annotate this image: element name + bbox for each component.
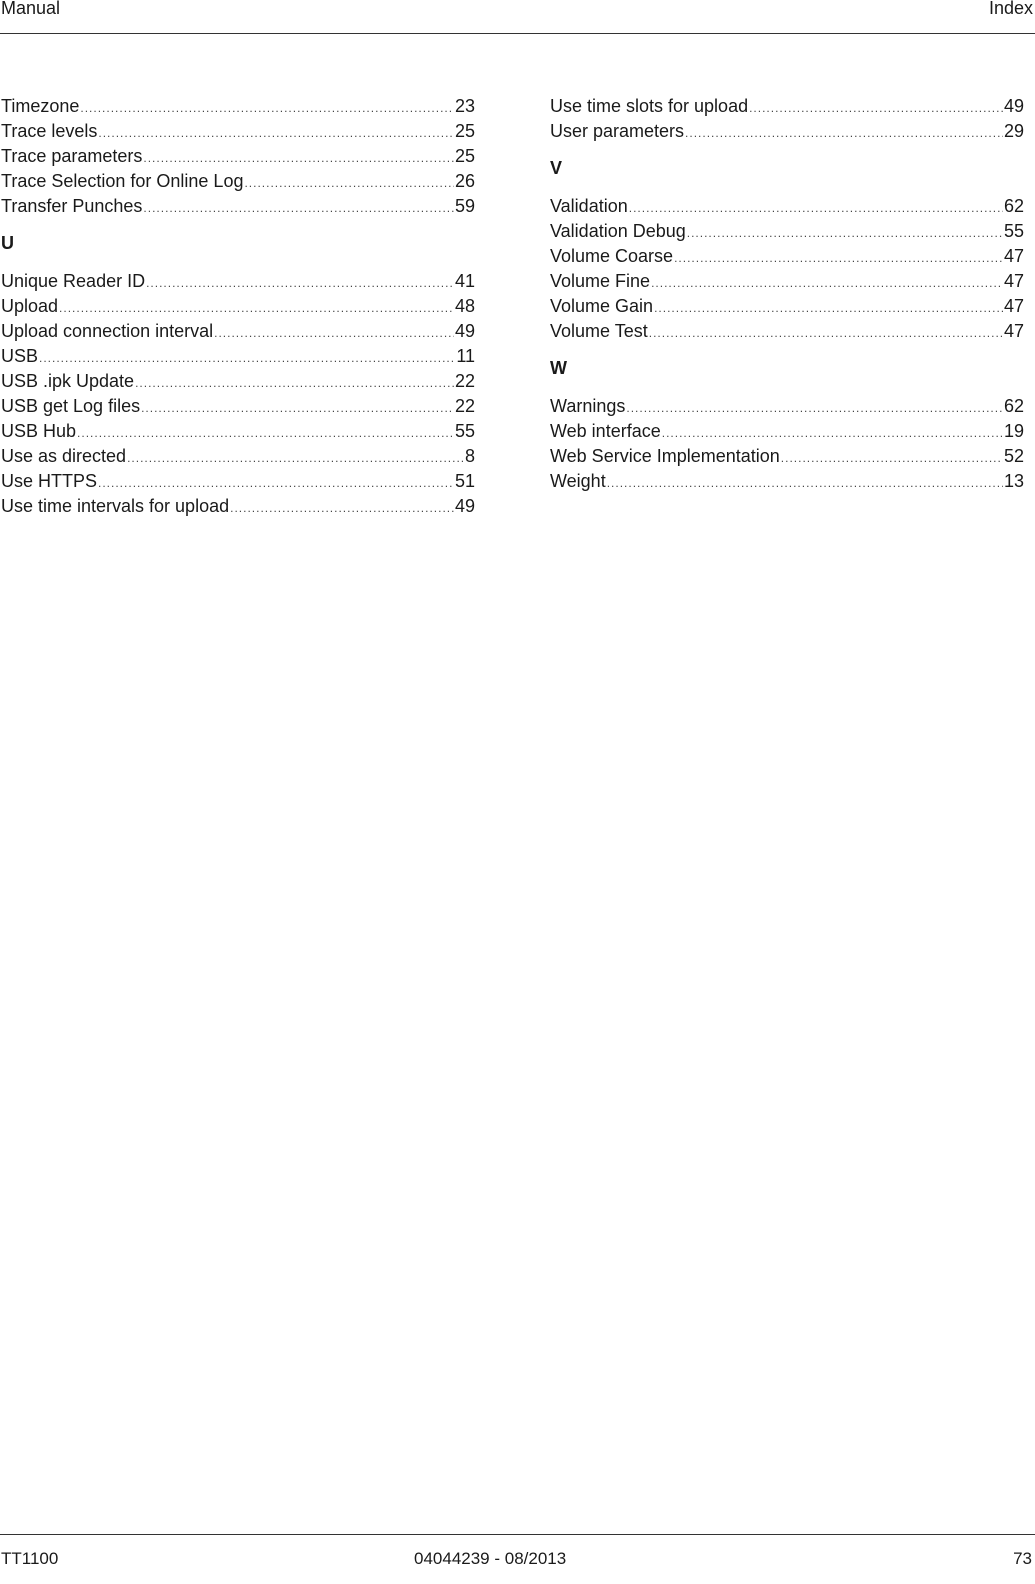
index-entry bbox=[550, 319, 1024, 344]
index-page-number: 49 bbox=[454, 321, 475, 341]
index-entry bbox=[550, 269, 1024, 294]
index-entry bbox=[550, 119, 1024, 144]
index-entry bbox=[1, 169, 475, 194]
index-term: Volume Gain bbox=[550, 296, 654, 316]
index-page-number: 47 bbox=[1003, 246, 1024, 266]
dot-leader bbox=[685, 121, 1003, 146]
entry-group bbox=[550, 194, 1024, 344]
index-term: Volume Coarse bbox=[550, 246, 674, 266]
dot-leader bbox=[687, 221, 1003, 246]
index-entry bbox=[1, 94, 475, 119]
dot-leader bbox=[98, 121, 454, 146]
index-column-left bbox=[1, 94, 475, 519]
entry-group bbox=[1, 94, 475, 219]
index-term: Use time slots for upload bbox=[550, 96, 749, 116]
dot-leader bbox=[141, 396, 454, 421]
index-page-number: 49 bbox=[454, 496, 475, 516]
dot-leader bbox=[649, 321, 1003, 346]
dot-leader bbox=[230, 496, 454, 521]
index-term: Upload bbox=[1, 296, 59, 316]
dot-leader bbox=[143, 146, 454, 171]
header-doc-title: Manual bbox=[1, 0, 61, 18]
index-term: Web interface bbox=[550, 421, 661, 441]
index-page-number: 25 bbox=[454, 146, 475, 166]
index-page-number: 13 bbox=[1003, 471, 1024, 491]
index-entry bbox=[550, 419, 1024, 444]
dot-leader bbox=[127, 446, 464, 471]
index-page-number: 47 bbox=[1003, 321, 1024, 341]
index-term: Validation Debug bbox=[550, 221, 686, 241]
index-term: USB Hub bbox=[1, 421, 77, 441]
dot-leader bbox=[80, 96, 454, 121]
index-page-number: 52 bbox=[1003, 446, 1024, 466]
index-term: Weight bbox=[550, 471, 606, 491]
dot-leader bbox=[135, 371, 454, 396]
index-page-number: 41 bbox=[454, 271, 475, 291]
dot-leader bbox=[626, 396, 1003, 421]
index-page-number: 62 bbox=[1003, 196, 1024, 216]
dot-leader bbox=[143, 196, 454, 221]
page-footer bbox=[0, 1534, 1035, 1584]
index-term: Volume Test bbox=[550, 321, 648, 341]
index-term: Volume Fine bbox=[550, 271, 651, 291]
index-page-number: 48 bbox=[454, 296, 475, 316]
index-page-number: 23 bbox=[454, 96, 475, 116]
index-letter-v: V bbox=[550, 158, 563, 178]
index-page-number: 62 bbox=[1003, 396, 1024, 416]
index-entry bbox=[1, 194, 475, 219]
index-page-number: 47 bbox=[1003, 296, 1024, 316]
index-entry bbox=[1, 444, 475, 469]
index-entry bbox=[550, 244, 1024, 269]
index-page-number: 8 bbox=[464, 446, 475, 466]
footer-page-number: 73 bbox=[1013, 1549, 1032, 1568]
index-entry bbox=[1, 294, 475, 319]
index-entry bbox=[550, 219, 1024, 244]
dot-leader bbox=[146, 271, 454, 296]
index-term: USB bbox=[1, 346, 39, 366]
index-entry bbox=[550, 444, 1024, 469]
index-entry bbox=[1, 469, 475, 494]
index-entry bbox=[550, 194, 1024, 219]
index-page-number: 22 bbox=[454, 371, 475, 391]
index-letter-w: W bbox=[550, 358, 567, 378]
index-term: Web Service Implementation bbox=[550, 446, 780, 466]
index-term: Transfer Punches bbox=[1, 196, 143, 216]
footer-product: TT1100 bbox=[1, 1549, 59, 1568]
dot-leader bbox=[651, 271, 1003, 296]
index-term: Timezone bbox=[1, 96, 80, 116]
index-entry bbox=[1, 369, 475, 394]
dot-leader bbox=[654, 296, 1003, 321]
dot-leader bbox=[629, 196, 1003, 221]
index-entry bbox=[1, 494, 475, 519]
index-term: Trace levels bbox=[1, 121, 98, 141]
index-page-number: 11 bbox=[456, 346, 475, 366]
index-entry bbox=[550, 469, 1024, 494]
page-header bbox=[0, 0, 1035, 34]
index-page-number: 25 bbox=[454, 121, 475, 141]
index-term: Use time intervals for upload bbox=[1, 496, 230, 516]
header-section-title: Index bbox=[988, 0, 1033, 18]
index-page-number: 59 bbox=[454, 196, 475, 216]
index-page-number: 47 bbox=[1003, 271, 1024, 291]
index-page-number: 22 bbox=[454, 396, 475, 416]
dot-leader bbox=[662, 421, 1003, 446]
entry-group bbox=[550, 394, 1024, 494]
index-entry bbox=[1, 419, 475, 444]
dot-leader bbox=[674, 246, 1003, 271]
dot-leader bbox=[607, 471, 1003, 496]
index-entry bbox=[550, 294, 1024, 319]
index-page-number: 55 bbox=[454, 421, 475, 441]
index-page-number: 49 bbox=[1003, 96, 1024, 116]
index-term: USB .ipk Update bbox=[1, 371, 135, 391]
index-term: USB get Log files bbox=[1, 396, 141, 416]
dot-leader bbox=[781, 446, 1003, 471]
index-column-right bbox=[550, 94, 1024, 494]
index-term: Validation bbox=[550, 196, 628, 216]
index-entry bbox=[550, 394, 1024, 419]
entry-group bbox=[550, 94, 1024, 144]
index-entry bbox=[1, 319, 475, 344]
index-term: User parameters bbox=[550, 121, 685, 141]
dot-leader bbox=[98, 471, 454, 496]
index-entry bbox=[1, 119, 475, 144]
index-entry bbox=[550, 94, 1024, 119]
index-term: Trace Selection for Online Log bbox=[1, 171, 244, 191]
dot-leader bbox=[77, 421, 454, 446]
dot-leader bbox=[214, 321, 454, 346]
index-page-number: 19 bbox=[1003, 421, 1024, 441]
index-term: Use HTTPS bbox=[1, 471, 98, 491]
dot-leader bbox=[749, 96, 1003, 121]
footer-doc-number: 04044239 - 08/2013 bbox=[414, 1549, 567, 1568]
index-page-number: 26 bbox=[454, 171, 475, 191]
index-page-number: 51 bbox=[454, 471, 475, 491]
index-term: Use as directed bbox=[1, 446, 127, 466]
index-letter-u: U bbox=[1, 233, 14, 253]
dot-leader bbox=[39, 346, 455, 371]
index-term: Trace parameters bbox=[1, 146, 143, 166]
dot-leader bbox=[244, 171, 454, 196]
index-entry bbox=[1, 144, 475, 169]
index-page-number: 29 bbox=[1003, 121, 1024, 141]
index-page-number: 55 bbox=[1003, 221, 1024, 241]
index-entry bbox=[1, 269, 475, 294]
index-term: Unique Reader ID bbox=[1, 271, 146, 291]
index-entry bbox=[1, 394, 475, 419]
index-term: Warnings bbox=[550, 396, 626, 416]
dot-leader bbox=[59, 296, 454, 321]
entry-group bbox=[1, 269, 475, 519]
index-term: Upload connection interval bbox=[1, 321, 214, 341]
index-entry bbox=[1, 344, 475, 369]
